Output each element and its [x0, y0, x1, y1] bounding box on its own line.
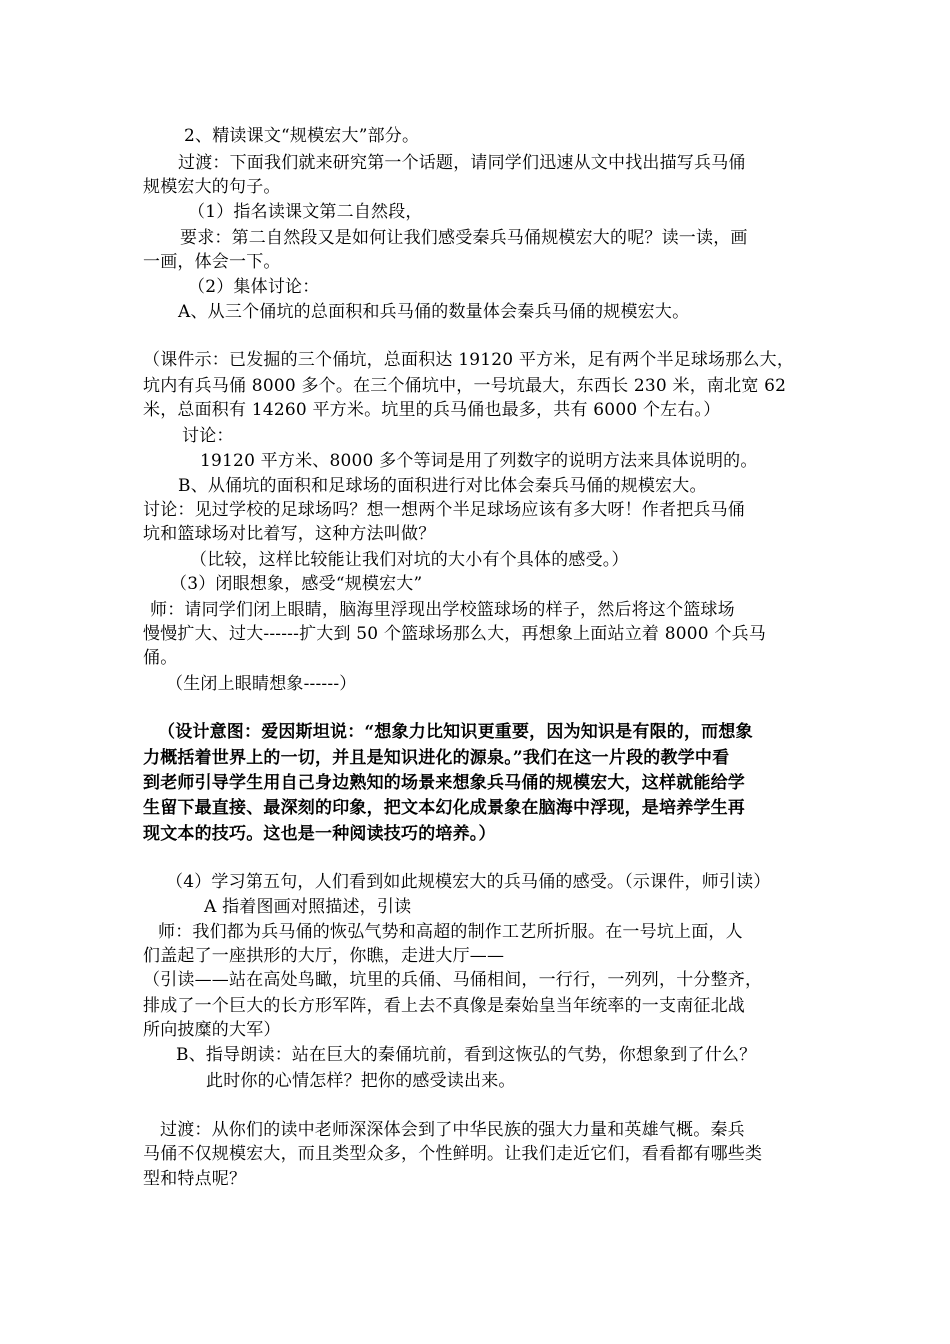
text-line: （生闭上眼睛想象------）: [166, 674, 357, 694]
text-line: （2）集体讨论：: [188, 277, 320, 297]
text-line: 俑。: [143, 648, 178, 668]
text-line: （比较，这样比较能让我们对坑的大小有个具体的感受。）: [190, 550, 629, 570]
text-line: 此时你的心情怎样？把你的感受读出来。: [206, 1071, 516, 1091]
text-line: 师：我们都为兵马俑的恢弘气势和高超的制作工艺所折服。在一号坑上面，人: [158, 922, 743, 942]
text-line: （引读——站在高处鸟瞰，坑里的兵俑、马俑相间，一行行，一列列，十分整齐，: [143, 970, 763, 990]
text-line: （1）指名读课文第二自然段，: [188, 202, 423, 222]
text-line: 马俑不仅规模宏大，而且类型众多，个性鲜明。让我们走近它们，看看都有哪些类: [143, 1144, 763, 1164]
text-line: 讨论：: [182, 426, 234, 446]
text-line: 过渡：下面我们就来研究第一个话题，请同学们迅速从文中找出描写兵马俑: [178, 153, 746, 173]
text-line: （4）学习第五句，人们看到如此规模宏大的兵马俑的感受。（示课件，师引读）: [166, 872, 771, 892]
text-line: 19120 平方米、8000 多个等词是用了列数字的说明方法来具体说明的。: [200, 451, 758, 471]
text-line: B、指导朗读：站在巨大的秦俑坑前，看到这恢弘的气势，你想象到了什么？: [176, 1045, 757, 1065]
text-line: 过渡：从你们的读中老师深深体会到了中华民族的强大力量和英雄气概。秦兵: [160, 1120, 745, 1140]
design-intent-line: （设计意图：爱因斯坦说：“想象力比知识更重要，因为知识是有限的，而想象: [158, 722, 753, 742]
text-line: 规模宏大的句子。: [143, 177, 281, 197]
text-line: 师：请同学们闭上眼睛，脑海里浮现出学校篮球场的样子，然后将这个篮球场: [150, 600, 735, 620]
design-intent-line: 生留下最直接、最深刻的印象，把文本幻化成景象在脑海中浮现，是培养学生再: [143, 798, 745, 818]
text-line: 排成了一个巨大的长方形军阵，看上去不真像是秦始皇当年统率的一支南征北战: [143, 996, 745, 1016]
text-line: 坑内有兵马俑 8000 多个。在三个俑坑中，一号坑最大，东西长 230 米，南北宽 62: [143, 376, 787, 396]
text-line: （课件示：已发掘的三个俑坑，总面积达 19120 平方米，足有两个半足球场那么大，: [143, 350, 795, 370]
text-line: 一画，体会一下。: [143, 252, 281, 272]
section-heading: 2、精读课文“规模宏大”部分。: [184, 126, 420, 146]
text-line: 坑和篮球场对比着写，这种方法叫做？: [143, 524, 436, 544]
text-line: 要求：第二自然段又是如何让我们感受秦兵马俑规模宏大的呢？读一读，画: [180, 228, 748, 248]
design-intent-line: 现文本的技巧。这也是一种阅读技巧的培养。）: [143, 824, 496, 844]
text-line: （3）闭眼想象，感受“规模宏大”: [170, 574, 423, 594]
design-intent-line: 到老师引导学生用自己身边熟知的场景来想象兵马俑的规模宏大，这样就能给学: [143, 773, 745, 793]
text-line: A 指着图画对照描述，引读: [204, 897, 412, 917]
design-intent-line: 力概括着世界上的一切，并且是知识进化的源泉。”我们在这一片段的教学中看: [143, 748, 730, 768]
text-line: 慢慢扩大、过大------扩大到 50 个篮球场那么大，再想象上面站立着 8000 个兵马: [143, 624, 766, 644]
text-line: 们盖起了一座拱形的大厅，你瞧，走进大厅——: [143, 946, 505, 966]
text-line: 型和特点呢？: [143, 1169, 247, 1189]
text-line: 米，总面积有 14260 平方米。坑里的兵马俑也最多，共有 6000 个左右。）: [143, 400, 721, 420]
text-line: A、从三个俑坑的总面积和兵马俑的数量体会秦兵马俑的规模宏大。: [178, 302, 690, 322]
text-line: B、从俑坑的面积和足球场的面积进行对比体会秦兵马俑的规模宏大。: [178, 476, 707, 496]
text-line: 所向披糜的大军）: [143, 1020, 281, 1040]
text-line: 讨论：见过学校的足球场吗？想一想两个半足球场应该有多大呀！作者把兵马俑: [143, 500, 745, 520]
